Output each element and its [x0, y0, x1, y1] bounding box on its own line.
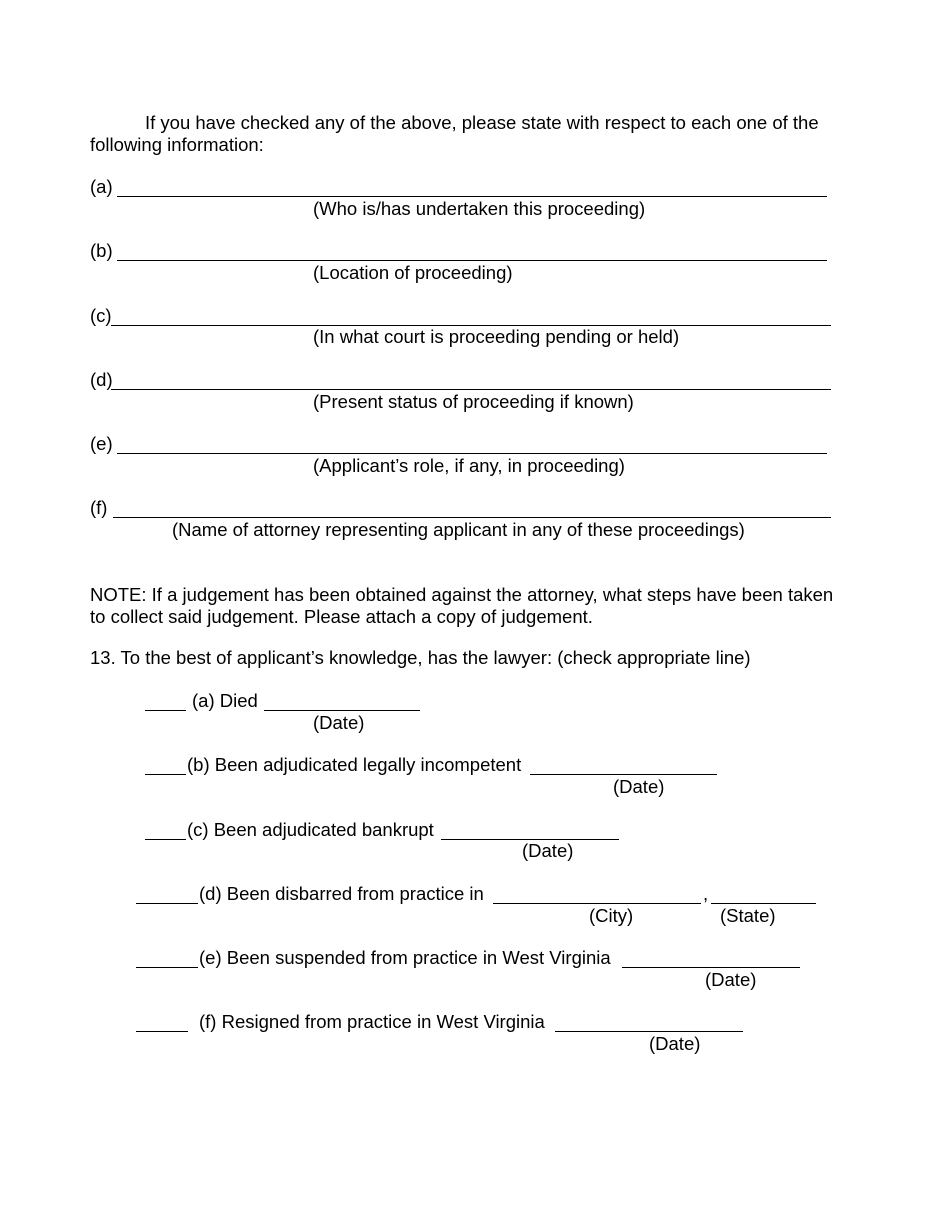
field-c-label: (c) [90, 305, 112, 326]
field-a-line[interactable] [117, 196, 827, 197]
field-f-caption: (Name of attorney representing applicant in any of these proceedings) [172, 519, 745, 540]
field-b-label: (b) [90, 240, 113, 261]
q13-d-state-line[interactable] [711, 903, 816, 904]
note-line-2: to collect said judgement. Please attach a copy of judgement. [90, 605, 593, 627]
intro-line-2: following information: [90, 133, 264, 155]
q13-a-label: (a) Died [192, 690, 258, 711]
q13-a-check-line[interactable] [145, 710, 186, 711]
q13-c-date-caption: (Date) [522, 840, 574, 861]
field-b-line[interactable] [117, 260, 827, 261]
q13-e-check-line[interactable] [136, 967, 198, 968]
field-d-line[interactable] [111, 389, 831, 390]
q13-e-date-caption: (Date) [705, 969, 757, 990]
field-e-label: (e) [90, 433, 113, 454]
question-13-text: 13. To the best of applicant’s knowledge, has the lawyer: (check appropriate line) [90, 647, 751, 668]
q13-f-date-line[interactable] [555, 1031, 743, 1032]
q13-e-label: (e) Been suspended from practice in West Virginia [199, 947, 611, 968]
q13-d-city-line[interactable] [493, 903, 701, 904]
q13-d-check-line[interactable] [136, 903, 198, 904]
field-e-line[interactable] [117, 453, 827, 454]
q13-e-date-line[interactable] [622, 967, 800, 968]
q13-d-city-caption: (City) [589, 905, 634, 926]
field-b-caption: (Location of proceeding) [313, 262, 513, 283]
q13-f-check-line[interactable] [136, 1031, 188, 1032]
q13-a-date-line[interactable] [264, 710, 420, 711]
q13-c-check-line[interactable] [145, 839, 186, 840]
field-f-line[interactable] [113, 517, 831, 518]
q13-b-date-caption: (Date) [613, 776, 665, 797]
intro-paragraph [90, 112, 860, 155]
field-c-caption: (In what court is proceeding pending or held) [313, 326, 680, 347]
q13-d-state-caption: (State) [720, 905, 776, 926]
note-line-1: NOTE: If a judgement has been obtained against the attorney, what steps have been taken [90, 584, 834, 605]
q13-f-date-caption: (Date) [649, 1033, 701, 1054]
q13-f-label: (f) Resigned from practice in West Virginia [199, 1011, 545, 1032]
field-e-caption: (Applicant’s role, if any, in proceeding) [313, 455, 625, 476]
intro-line-1: If you have checked any of the above, please state with respect to each one of the [145, 112, 819, 133]
q13-d-label: (d) Been disbarred from practice in [199, 883, 484, 904]
field-a-caption: (Who is/has undertaken this proceeding) [313, 198, 646, 219]
q13-d-separator: , [703, 883, 709, 904]
note-paragraph [90, 584, 860, 627]
q13-b-date-line[interactable] [530, 774, 717, 775]
field-d-caption: (Present status of proceeding if known) [313, 391, 634, 412]
field-f-label: (f) [90, 497, 108, 518]
q13-b-check-line[interactable] [145, 774, 186, 775]
field-a-label: (a) [90, 176, 113, 197]
field-d-label: (d) [90, 369, 113, 390]
q13-c-label: (c) Been adjudicated bankrupt [187, 819, 434, 840]
q13-a-date-caption: (Date) [313, 712, 365, 733]
q13-b-label: (b) Been adjudicated legally incompetent [187, 754, 522, 775]
